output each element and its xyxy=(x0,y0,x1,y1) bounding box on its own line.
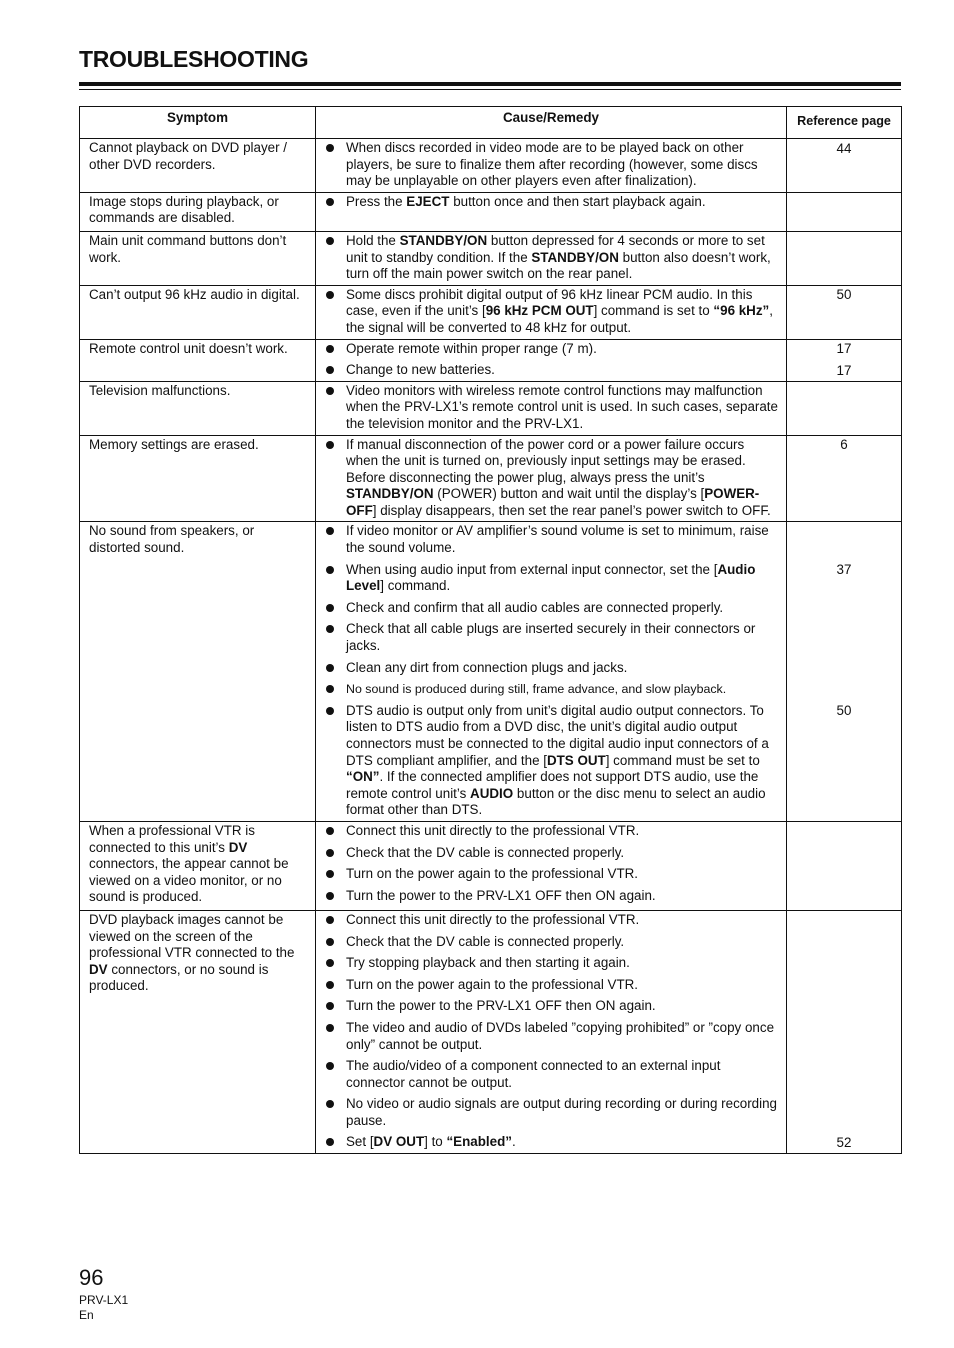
emphasis-text: “Enabled” xyxy=(446,1134,512,1150)
emphasis-text: STANDBY/ON xyxy=(399,232,488,248)
reference-page-number: 44 xyxy=(836,140,852,156)
title-rule-thick xyxy=(79,82,901,86)
cause-cell xyxy=(316,381,787,435)
table-row xyxy=(80,192,902,231)
reference-cell xyxy=(787,192,902,231)
symptom-cell: Image stops during playback, or commands are disabled. xyxy=(80,192,316,231)
remedy-text: If manual disconnection of the power cord or a power failure occurs when the unit is turned on, previously input settings may be erased. Before disconnecting the power plug, always press the unit’s STANDBY/ON (POWER) button and wait until the display’s [POWER-OFF] display disappears, then set the rear panel’s power switch to OFF. xyxy=(346,436,771,518)
reference-cell xyxy=(787,821,902,910)
remedy-text: Operate remote within proper range (7 m). xyxy=(346,340,597,356)
page-title: TROUBLESHOOTING xyxy=(79,46,309,72)
bullet-icon xyxy=(324,140,346,157)
emphasis-text: POWER-OFF xyxy=(346,486,760,518)
reference-cell xyxy=(787,285,902,339)
emphasis-text: AUDIO xyxy=(470,785,514,801)
remedy-text: Change to new batteries. xyxy=(346,362,495,378)
remedy-text: Turn the power to the PRV-LX1 OFF then ON again. xyxy=(346,887,656,903)
remedy-text: Video monitors with wireless remote control functions may malfunction when the PRV-LX1’s remote control unit is used. In such cases, separate the television monitor and the PRV-LX1. xyxy=(346,382,778,431)
troubleshooting-table xyxy=(79,106,902,1154)
bullet-icon xyxy=(324,703,346,720)
cause-cell xyxy=(316,522,787,822)
remedy-text: Set [DV OUT] to “Enabled”. xyxy=(346,1134,516,1150)
remedy-text: Try stopping playback and then starting it again. xyxy=(346,955,630,971)
remedy-text: Connect this unit directly to the professional VTR. xyxy=(346,911,640,927)
bullet-icon xyxy=(324,977,346,994)
model-name: PRV-LX1 xyxy=(79,1293,129,1307)
reference-cell xyxy=(787,435,902,522)
symptom-cell: Main unit command buttons don’t work. xyxy=(80,231,316,285)
table-row xyxy=(80,139,902,193)
symptom-cell: Memory settings are erased. xyxy=(80,435,316,522)
remedy-text: Check that the DV cable is connected properly. xyxy=(346,844,625,860)
emphasis-text: DTS OUT xyxy=(546,752,606,768)
remedy-item xyxy=(324,934,778,951)
table-body xyxy=(80,139,902,1154)
remedy-text: Some discs prohibit digital output of 96 kHz linear PCM audio. In this case, even if the unit’s [96 kHz PCM OUT] command is set to “96 kHz”, the signal will be converted to 48 kHz for output. xyxy=(346,286,773,335)
emphasis-text: DV xyxy=(228,839,248,855)
bullet-icon xyxy=(324,621,346,638)
remedy-text: Turn the power to the PRV-LX1 OFF then ON again. xyxy=(346,998,656,1014)
emphasis-text: DV OUT xyxy=(373,1134,425,1150)
remedy-text: No video or audio signals are output during recording or during recording pause. xyxy=(346,1096,777,1128)
emphasis-text: 96 kHz PCM OUT xyxy=(485,303,594,319)
symptom-cell: When a professional VTR is connected to this unit’s DV connectors, the appear cannot be viewed on a video monitor, or no sound is produced. xyxy=(80,821,316,910)
remedy-item xyxy=(324,866,778,883)
emphasis-text: Audio Level xyxy=(346,561,756,594)
cause-cell xyxy=(316,821,787,910)
remedy-item xyxy=(324,341,778,358)
language-code: En xyxy=(79,1308,94,1322)
bullet-icon xyxy=(324,562,346,579)
bullet-icon xyxy=(324,955,346,972)
bullet-icon xyxy=(324,660,346,677)
remedy-item xyxy=(324,562,778,595)
remedy-text: Check and confirm that all audio cables are connected properly. xyxy=(346,599,724,615)
symptom-cell: Cannot playback on DVD player / other DVD recorders. xyxy=(80,139,316,193)
remedy-text: When using audio input from external input connector, set the [Audio Level] command. xyxy=(346,561,756,594)
remedy-text: Connect this unit directly to the professional VTR. xyxy=(346,822,640,838)
reference-page-number: 50 xyxy=(836,287,852,303)
reference-cell xyxy=(787,139,902,193)
cause-header: Cause/Remedy xyxy=(316,107,787,139)
remedy-text: Turn on the power again to the professional VTR. xyxy=(346,866,639,882)
remedy-text: Check that the DV cable is connected properly. xyxy=(346,933,625,949)
table-row xyxy=(80,285,902,339)
remedy-item xyxy=(324,1096,778,1129)
remedy-item xyxy=(324,1020,778,1053)
reference-page-number: 52 xyxy=(836,1134,852,1150)
remedy-text: The video and audio of DVDs labeled ”copying prohibited” or ”copy once only” cannot be output. xyxy=(346,1019,775,1052)
bullet-icon xyxy=(324,823,346,840)
remedy-text: Clean any dirt from connection plugs and jacks. xyxy=(346,659,628,675)
bullet-icon xyxy=(324,1134,346,1151)
table-row xyxy=(80,910,902,1153)
cause-cell xyxy=(316,192,787,231)
bullet-icon xyxy=(324,681,346,698)
bullet-icon xyxy=(324,1096,346,1113)
remedy-item xyxy=(324,383,778,433)
remedy-text: DTS audio is output only from unit’s digital audio output connectors. To listen to DTS audio from a DVD disc, the unit’s digital audio output connectors must be connected to the digital audio input connectors of a DTS compliant amplifier, and the [DTS OUT] command must be set to “ON”. If the connected amplifier does not support DTS audio, use the remote control unit’s AUDIO button or the disc menu to select an audio format other than DTS. xyxy=(346,702,769,818)
remedy-item xyxy=(324,955,778,972)
emphasis-text: STANDBY/ON xyxy=(346,486,434,502)
cause-cell xyxy=(316,231,787,285)
reference-cell xyxy=(787,522,902,822)
bullet-icon xyxy=(324,845,346,862)
remedy-item xyxy=(324,660,778,677)
bullet-icon xyxy=(324,194,346,211)
cause-cell xyxy=(316,339,787,381)
remedy-item xyxy=(324,1134,778,1151)
emphasis-text: STANDBY/ON xyxy=(531,249,619,265)
reference-page-number: 37 xyxy=(836,562,852,578)
table-header-row xyxy=(80,107,902,139)
bullet-icon xyxy=(324,866,346,883)
bullet-icon xyxy=(324,912,346,929)
reference-cell xyxy=(787,910,902,1153)
remedy-item xyxy=(324,998,778,1015)
symptom-cell: Remote control unit doesn’t work. xyxy=(80,339,316,381)
cause-cell xyxy=(316,139,787,193)
remedy-item xyxy=(324,888,778,905)
reference-page-number: 6 xyxy=(840,437,848,452)
bullet-icon xyxy=(324,233,346,250)
table-row xyxy=(80,231,902,285)
remedy-item xyxy=(324,233,778,283)
reference-page-number: 17 xyxy=(836,341,852,357)
emphasis-text: “96 kHz” xyxy=(713,303,770,319)
table-row xyxy=(80,821,902,910)
bullet-icon xyxy=(324,362,346,379)
cause-cell xyxy=(316,435,787,522)
remedy-item xyxy=(324,437,778,520)
remedy-text: When discs recorded in video mode are to be played back on other players, be sure to finalize them after recording (however, some discs may be unplayable on other players even after finalization). xyxy=(346,140,758,189)
remedy-text: No sound is produced during still, frame advance, and slow playback. xyxy=(346,682,727,697)
title-rule-thin xyxy=(79,89,901,90)
symptom-cell: Television malfunctions. xyxy=(80,381,316,435)
emphasis-text: DV xyxy=(89,961,108,977)
remedy-text: Hold the STANDBY/ON button depressed for 4 seconds or more to set unit to standby condition. If the STANDBY/ON button also doesn’t work, turn off the main power switch on the rear panel. xyxy=(346,232,771,282)
bullet-icon xyxy=(324,998,346,1015)
bullet-icon xyxy=(324,1058,346,1075)
bullet-icon xyxy=(324,1020,346,1037)
bullet-icon xyxy=(324,383,346,400)
bullet-icon xyxy=(324,600,346,617)
symptom-header: Symptom xyxy=(80,107,316,139)
table-row xyxy=(80,435,902,522)
table-row xyxy=(80,522,902,822)
bullet-icon xyxy=(324,888,346,905)
remedy-item xyxy=(324,600,778,617)
table-row xyxy=(80,381,902,435)
symptom-cell: DVD playback images cannot be viewed on the screen of the professional VTR connected to the DV connectors, or no sound is produced. xyxy=(80,910,316,1153)
symptom-cell: No sound from speakers, or distorted sound. xyxy=(80,522,316,822)
remedy-item xyxy=(324,140,778,190)
remedy-text: The audio/video of a component connected to an external input connector cannot be output. xyxy=(346,1058,721,1090)
bullet-icon xyxy=(324,437,346,454)
remedy-item xyxy=(324,1058,778,1091)
remedy-item xyxy=(324,703,778,819)
cause-cell xyxy=(316,285,787,339)
reference-page-number: 50 xyxy=(836,703,852,719)
emphasis-text: “ON” xyxy=(346,769,380,785)
symptom-cell: Can’t output 96 kHz audio in digital. xyxy=(80,285,316,339)
remedy-text: Check that all cable plugs are inserted securely in their connectors or jacks. xyxy=(346,621,756,654)
page-number: 96 xyxy=(79,1265,104,1290)
bullet-icon xyxy=(324,934,346,951)
remedy-text: If video monitor or AV amplifier’s sound volume is set to minimum, raise the sound volume. xyxy=(346,523,769,556)
remedy-item xyxy=(324,362,778,379)
remedy-item xyxy=(324,977,778,994)
reference-cell xyxy=(787,381,902,435)
reference-cell xyxy=(787,231,902,285)
remedy-item xyxy=(324,287,778,337)
reference-header: Reference page xyxy=(787,107,902,139)
bullet-icon xyxy=(324,341,346,358)
remedy-item xyxy=(324,912,778,929)
remedy-text: Turn on the power again to the professional VTR. xyxy=(346,976,639,992)
table-row xyxy=(80,339,902,381)
remedy-text: Press the EJECT button once and then start playback again. xyxy=(346,193,706,209)
emphasis-text: EJECT xyxy=(406,193,450,209)
remedy-item xyxy=(324,194,778,211)
reference-cell xyxy=(787,339,902,381)
remedy-item xyxy=(324,681,778,698)
remedy-item xyxy=(324,523,778,556)
reference-page-number: 17 xyxy=(836,362,852,378)
bullet-icon xyxy=(324,287,346,304)
remedy-item xyxy=(324,823,778,840)
remedy-item xyxy=(324,621,778,654)
cause-cell xyxy=(316,910,787,1153)
bullet-icon xyxy=(324,523,346,540)
remedy-item xyxy=(324,845,778,862)
